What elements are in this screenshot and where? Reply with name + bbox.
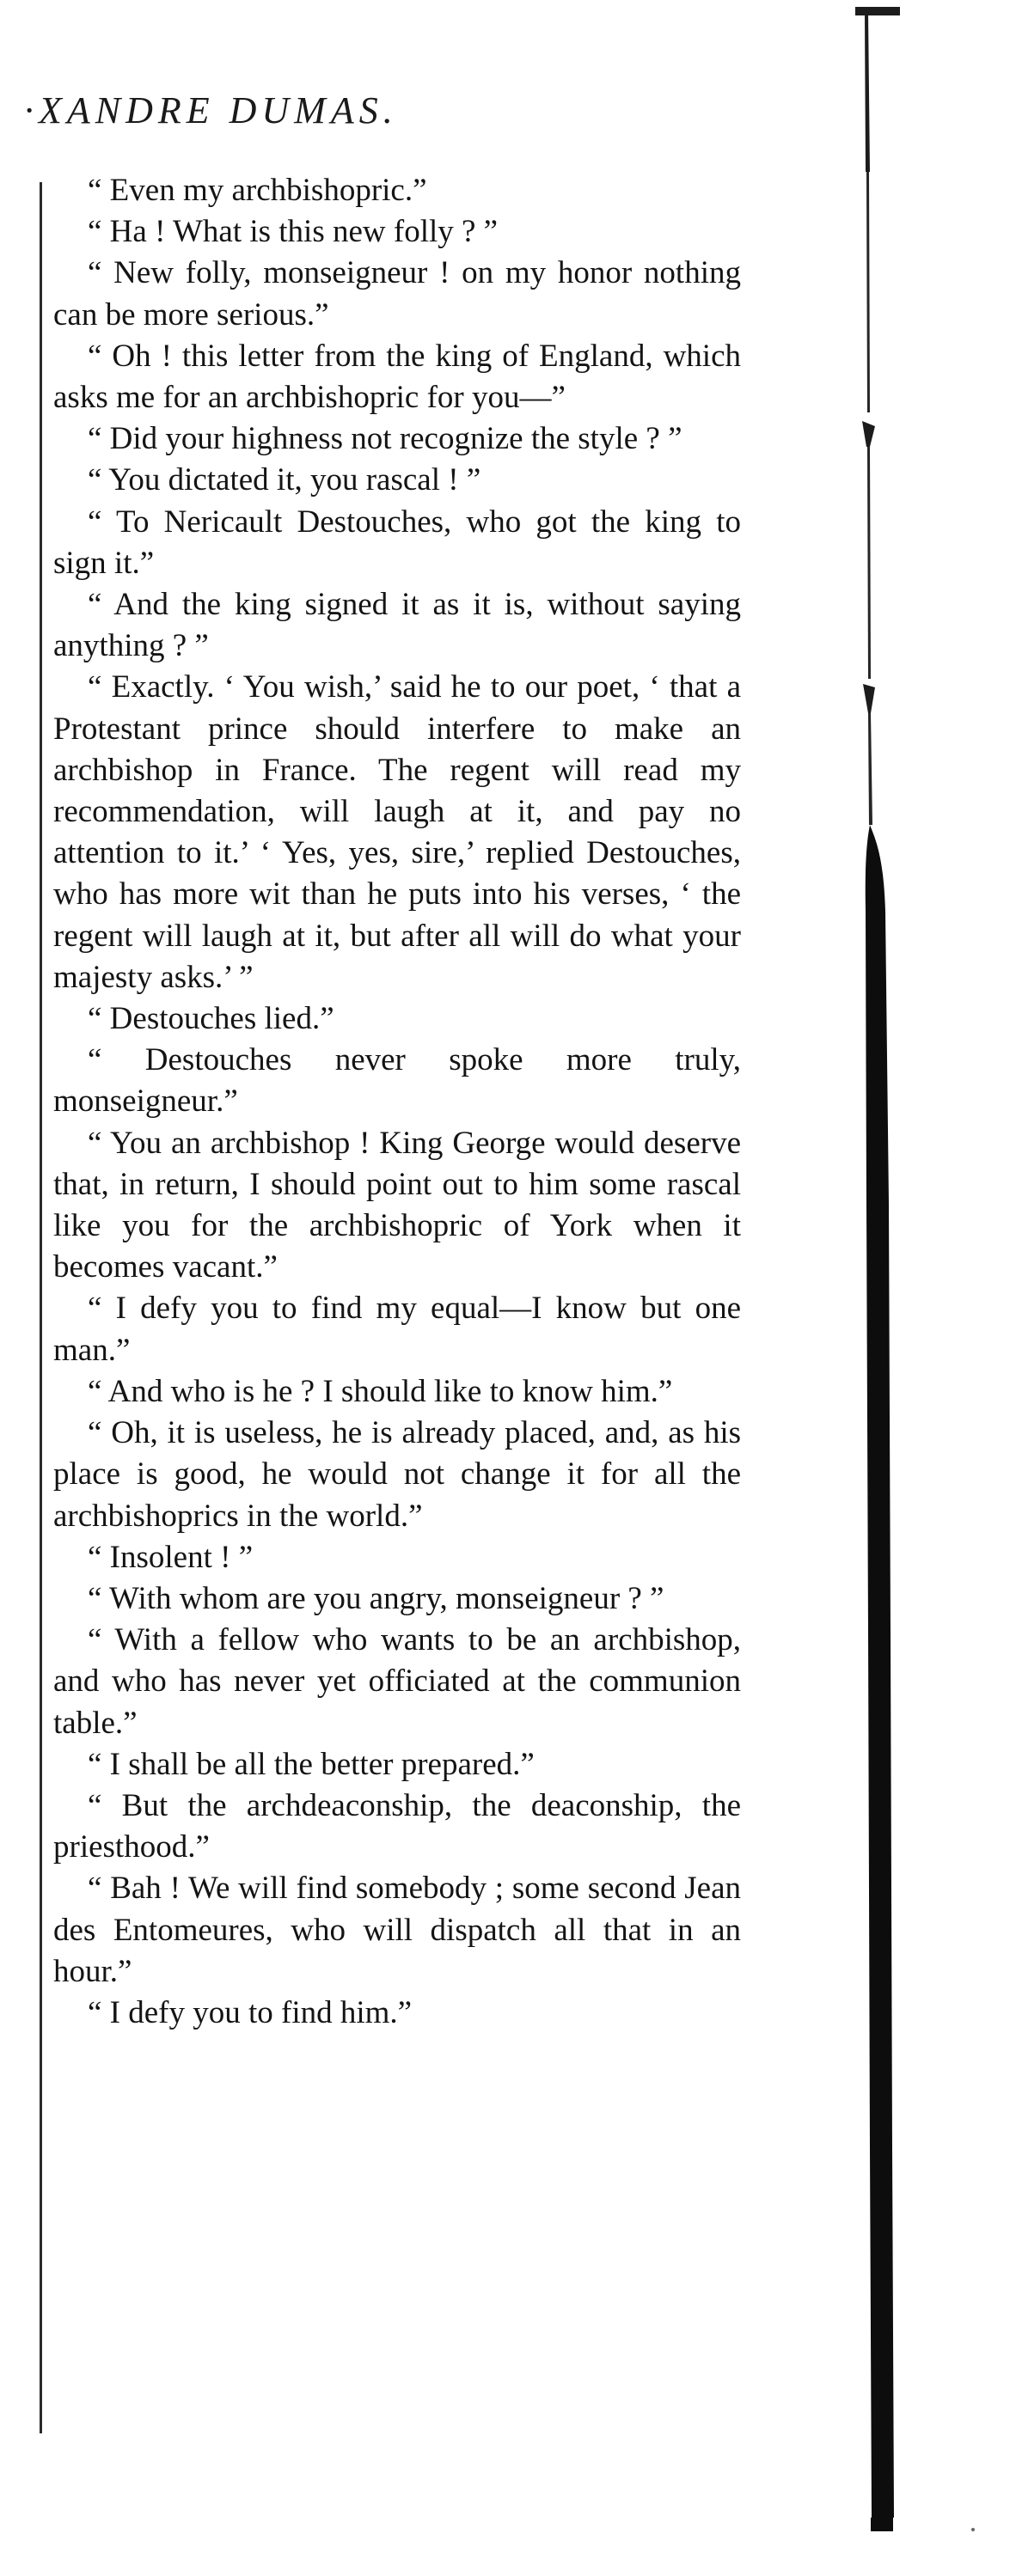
- paragraph: “ Destouches lied.”: [88, 1001, 334, 1037]
- paragraph: “ You dictated it, you rascal ! ”: [88, 462, 481, 498]
- paragraph: “ I defy you to find him.”: [88, 1994, 413, 2030]
- paragraph: “ To Nericault Destouches, who got the king to sign it.”: [53, 504, 741, 581]
- paragraph: “ And who is he ? I should like to know him.”: [88, 1373, 673, 1409]
- paragraph: “ Did your highness not recognize the style ? ”: [88, 421, 682, 457]
- paragraph: “ With whom are you angry, monseigneur ? ”: [88, 1580, 664, 1616]
- text-column: [53, 170, 741, 2034]
- paragraph: “ Even my archbishopric.”: [88, 173, 427, 208]
- paragraph: “ I shall be all the better prepared.”: [88, 1746, 535, 1782]
- paragraph: “ Destouches never spoke more truly, monseigneur.”: [53, 1042, 741, 1120]
- print-speck: [971, 2528, 975, 2531]
- running-header: ·XANDRE DUMAS.: [24, 89, 398, 131]
- paragraph: “ And the king signed it as it is, without saying anything ? ”: [53, 587, 741, 664]
- paragraph: “ With a fellow who wants to be an archbishop, and who has never yet officiated at the communion table.”: [53, 1622, 741, 1741]
- paragraph: “ But the archdeaconship, the deaconship, the priesthood.”: [53, 1787, 741, 1865]
- paragraph: “ Insolent ! ”: [88, 1539, 254, 1575]
- paragraph: “ Bah ! We will find somebody ; some second Jean des Entomeures, who will dispatch all that in an hour.”: [53, 1871, 741, 1989]
- paragraph: “ Oh ! this letter from the king of England, which asks me for an archbishopric for you—”: [53, 338, 741, 416]
- paragraph: “ Oh, it is useless, he is already placed, and, as his place is good, he would not change it for all the archbishoprics in the world.”: [53, 1415, 741, 1534]
- binding-edge-shadow: [817, 0, 937, 2576]
- paragraph: “ You an archbishop ! King George would deserve that, in return, I should point out to him some rascal like you for the archbishopric of York when it becomes vacant.”: [53, 1125, 741, 1285]
- paragraph: “ Exactly. ‘ You wish,’ said he to our poet, ‘ that a Protestant prince should interfere to make an archbishop in France. The regent will read my recommendation, will laugh at it, and pay no attention to it.’ ‘ Yes, yes, sire,’ replied Destouches, who has more wit than he puts into his verses, ‘ the regent will laugh at it, but after all will do what your majesty asks.’ ”: [53, 669, 741, 995]
- paragraph: “ I defy you to find my equal—I know but one man.”: [53, 1291, 741, 1368]
- paragraph: “ Ha ! What is this new folly ? ”: [88, 214, 499, 250]
- paragraph: “ New folly, monseigneur ! on my honor nothing can be more serious.”: [53, 255, 741, 333]
- column-rule: [40, 182, 42, 2433]
